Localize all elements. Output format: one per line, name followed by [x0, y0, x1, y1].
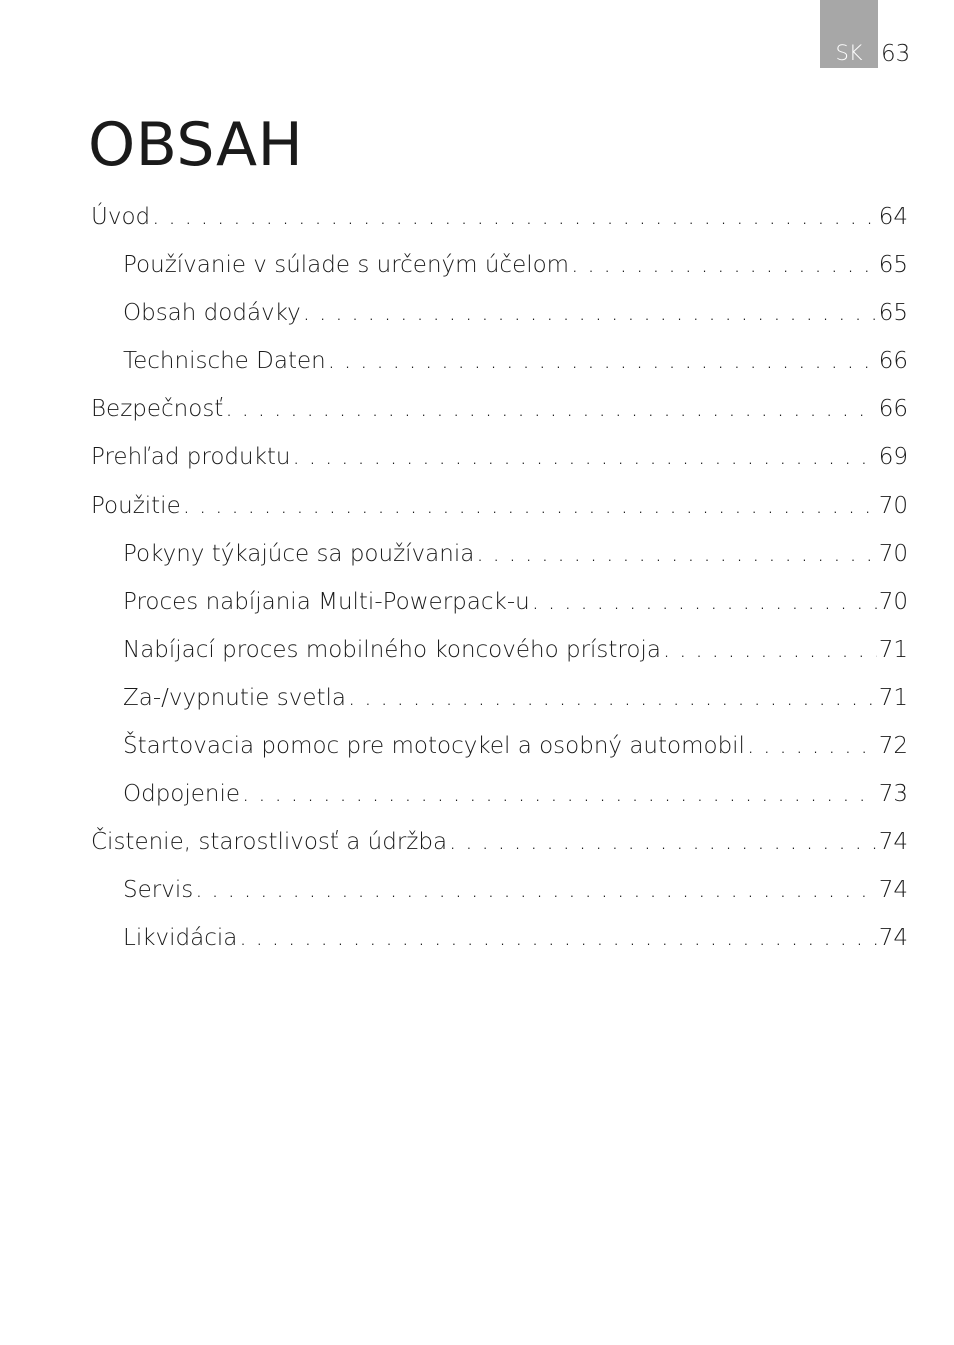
toc-entry-page: 64 [878, 204, 908, 230]
toc-entry[interactable] [91, 486, 908, 534]
toc-entry-label: Prehľad produktu [91, 444, 291, 471]
page-number: 63 [881, 41, 911, 67]
toc-entry-label: Technische Daten [123, 348, 326, 375]
toc-entry[interactable] [91, 293, 908, 341]
dot-leader [195, 870, 877, 910]
dot-leader [328, 341, 877, 381]
dot-leader [663, 630, 877, 670]
toc-entry-label: Likvidácia [123, 925, 238, 952]
toc-entry[interactable] [91, 245, 908, 293]
toc-entry-label: Bezpečnosť [91, 396, 224, 423]
toc-entry[interactable] [91, 822, 908, 870]
dot-leader [225, 389, 876, 429]
dot-leader [747, 726, 877, 766]
dot-leader [183, 486, 877, 526]
toc-entry[interactable] [91, 437, 908, 485]
toc-entry[interactable] [91, 678, 908, 726]
toc-entry[interactable] [91, 870, 908, 918]
toc-entry-page: 74 [878, 925, 908, 952]
toc-entry-page: 71 [878, 684, 908, 711]
toc-entry-label: Nabíjací proces mobilného koncového prístroja [123, 636, 661, 663]
dot-leader [303, 293, 877, 333]
toc-entry[interactable] [91, 918, 908, 966]
dot-leader [532, 582, 877, 622]
toc-entry-page: 69 [878, 444, 908, 471]
toc-entry-page: 72 [878, 733, 908, 760]
toc-entry-label: Za-/vypnutie svetla [123, 684, 346, 711]
dot-leader [239, 918, 876, 958]
toc-entry-page: 74 [878, 829, 908, 856]
toc-entry-label: Štartovacia pomoc pre motocykel a osobný automobil [123, 733, 745, 760]
toc-entry-page: 73 [878, 781, 908, 808]
dot-leader [449, 822, 877, 862]
toc-entry-page: 66 [878, 348, 908, 375]
toc-entry-label: Obsah dodávky [123, 300, 301, 327]
toc-entry[interactable] [91, 630, 908, 678]
toc-entry[interactable] [91, 197, 908, 245]
dot-leader [242, 774, 877, 814]
toc-entry-page: 66 [878, 396, 908, 423]
toc-entry-page: 71 [878, 636, 908, 663]
toc-entry-label: Proces nabíjania Multi-Powerpack-u [123, 588, 530, 615]
toc-entry-label: Pokyny týkajúce sa používania [123, 540, 475, 567]
toc-entry[interactable] [91, 726, 908, 774]
toc-entry-label: Používanie v súlade s určeným účelom [123, 252, 570, 279]
toc-entry-label: Použitie [91, 492, 181, 519]
toc-entry-page: 70 [878, 588, 908, 615]
table-of-contents [91, 197, 908, 967]
dot-leader [152, 197, 877, 237]
dot-leader [348, 678, 877, 718]
toc-entry-page: 70 [878, 492, 908, 519]
language-code: SK [835, 41, 863, 65]
toc-entry-page: 65 [878, 252, 908, 279]
toc-entry-page: 65 [878, 300, 908, 327]
toc-entry-page: 74 [878, 877, 908, 904]
toc-entry[interactable] [91, 341, 908, 389]
toc-entry-page: 70 [878, 540, 908, 567]
toc-entry-label: Odpojenie [123, 781, 241, 808]
language-tab [820, 0, 878, 68]
toc-entry[interactable] [91, 534, 908, 582]
dot-leader [476, 534, 876, 574]
toc-entry[interactable] [91, 774, 908, 822]
toc-entry-label: Čistenie, starostlivosť a údržba [91, 829, 448, 856]
toc-entry-label: Servis [123, 877, 194, 904]
dot-leader [571, 245, 877, 285]
toc-entry[interactable] [91, 389, 908, 437]
dot-leader [293, 437, 877, 477]
page-title: OBSAH [88, 110, 304, 180]
toc-entry[interactable] [91, 582, 908, 630]
toc-entry-label: Úvod [91, 204, 151, 230]
